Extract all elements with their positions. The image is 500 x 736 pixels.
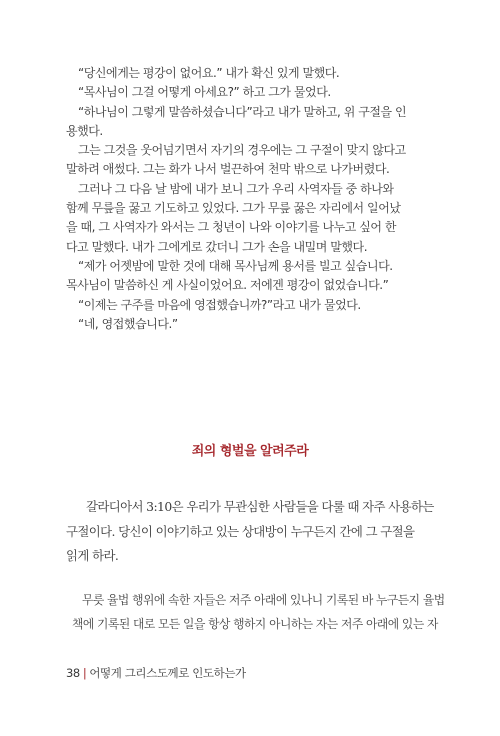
dialogue-line: 목사님이 말씀하신 게 사실이었어요. 저에겐 평강이 없었습니다.” (66, 278, 389, 293)
footer-separator: | (82, 666, 87, 680)
body-line: 읽게 하라. (66, 548, 119, 563)
running-title: 어떻게 그리스도께로 인도하는가 (89, 666, 246, 680)
dialogue-line: 을 때, 그 사역자가 와서는 그 청년이 나와 이야기를 나누고 싶어 한 (66, 220, 397, 235)
body-line: 갈라디아서 3:10은 우리가 무관심한 사람들을 다룰 때 자주 사용하는 (86, 499, 434, 514)
dialogue-line: 그는 그것을 웃어넘기면서 자기의 경우에는 그 구절이 맞지 않다고 (78, 143, 406, 158)
page-number: 38 (66, 666, 80, 680)
body-paragraph (66, 495, 436, 569)
dialogue-line: 다고 말했다. 내가 그에게로 갔더니 그가 손을 내밀며 말했다. (66, 239, 368, 254)
section-heading: 죄의 형벌을 알려주라 (191, 444, 309, 459)
dialogue-line: “제가 어젯밤에 말한 것에 대해 목사님께 용서를 빌고 싶습니다. (78, 258, 393, 273)
quote-line: 무릇 율법 행위에 속한 자들은 저주 아래에 있나니 기록된 바 누구든지 율법 (82, 593, 445, 607)
dialogue-line: 그러나 그 다음 날 밤에 내가 보니 그가 우리 사역자들 중 하나와 (78, 181, 394, 196)
dialogue-line: “네, 영접했습니다.” (78, 316, 178, 331)
dialogue-section (66, 64, 434, 334)
dialogue-line: 말하려 애썼다. 그는 화가 나서 벌끈하여 천막 밖으로 나가버렸다. (66, 162, 390, 177)
dialogue-line: “당신에게는 평강이 없어요.” 내가 확신 있게 말했다. (78, 66, 340, 80)
dialogue-line: “하나님이 그렇게 말씀하셨습니다”라고 내가 말하고, 위 구절을 인 (78, 104, 407, 119)
dialogue-line: 용했다. (66, 123, 103, 138)
dialogue-line: 함께 무릎을 꿇고 기도하고 있었다. 그가 무릎 꿇은 자리에서 일어났 (66, 201, 401, 216)
body-line: 구절이다. 당신이 이야기하고 있는 상대방이 누구든지 간에 그 구절을 (66, 523, 415, 539)
page-footer (66, 665, 246, 681)
scripture-quote (72, 588, 445, 636)
dialogue-line: “목사님이 그걸 어떻게 아세요?” 하고 그가 물었다. (78, 85, 331, 100)
dialogue-line: “이제는 구주를 마음에 영접했습니까?”라고 내가 물었다. (78, 297, 361, 312)
quote-line: 책에 기록된 대로 모든 일을 항상 행하지 아니하는 자는 저주 아래에 있는 자 (72, 617, 438, 631)
